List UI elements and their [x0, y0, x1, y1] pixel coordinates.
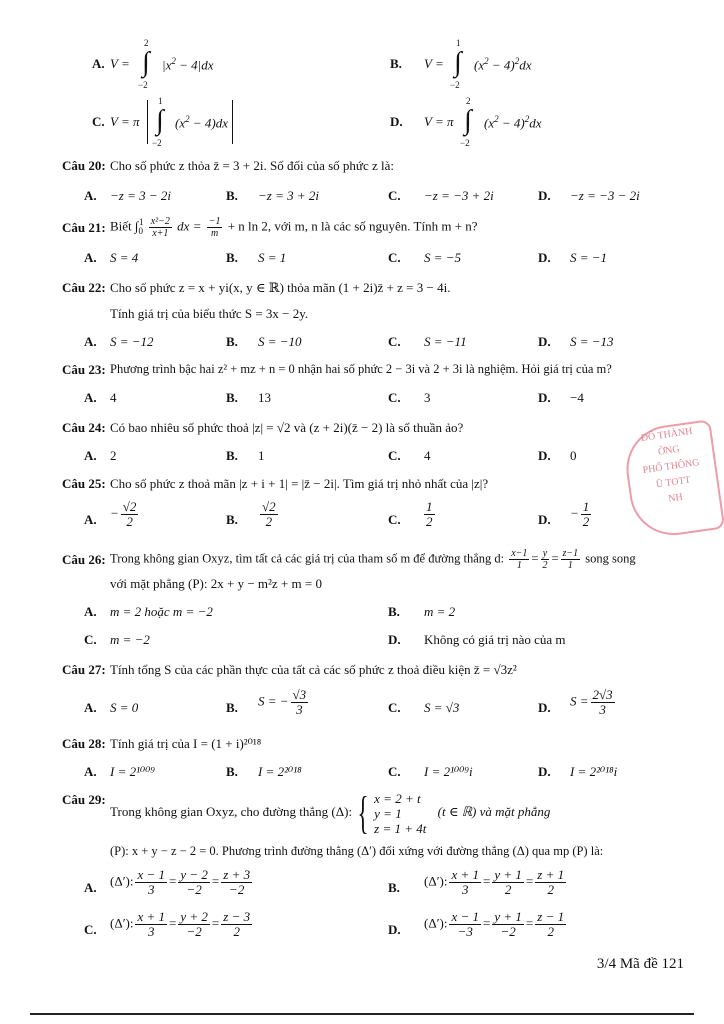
- question-21: [0, 216, 724, 246]
- page-footer: 3/4 Mã đề 121: [596, 956, 684, 972]
- question-number: Câu 24:: [62, 420, 106, 435]
- question-number: Câu 23:: [62, 362, 106, 377]
- integral-sign: 1 ∫ −2: [450, 38, 462, 90]
- abs-bar: [147, 100, 148, 144]
- question-number: Câu 20:: [62, 158, 106, 173]
- school-stamp: ĐÔ THÀNH ỜNG PHỔ THÔNG Ũ TOTT NH: [621, 419, 724, 540]
- question-22-options: A. S = −12 B. S = −10 C. S = −11 D. S = −13: [84, 334, 614, 349]
- integral-sign: 2 ∫ −2: [460, 96, 472, 148]
- question-23-options: A. 4 B. 13 C. 3 D. −4: [84, 390, 584, 405]
- question-number: Câu 25:: [62, 476, 106, 491]
- bottom-rule: [30, 1013, 694, 1015]
- question-22: [0, 280, 724, 306]
- question-22-line2: Tính giá trị của biểu thức S = 3x − 2y.: [110, 306, 309, 321]
- question-25-options: A. − $\frac{√2}{2}$ B. $\frac{√2}{2}$ C. $\frac{1}{2}$ D. − $\frac{1}{2}$: [84, 499, 590, 529]
- question-text: Có bao nhiêu số phức thoả |z| = √2 và (z + 2i)(z̄ − 2) là số thuần ảo?: [110, 420, 464, 435]
- option-label: B.: [390, 56, 402, 71]
- integral-sign: 1 ∫ −2: [152, 96, 164, 148]
- option-text: V =: [110, 56, 130, 71]
- question-29: [0, 787, 724, 840]
- question-20: [0, 158, 724, 184]
- question-text: Trong không gian Oxyz, cho đường thẳng (Δ): { x = 2 + t y = 1 z = 1 + 4t (t ∈ ℝ) và mặt phẳng: [110, 787, 551, 838]
- question-21-options: A. S = 4 B. S = 1 C. S = −5 D. S = −1: [84, 250, 608, 265]
- question-text: Tính tổng S của các phần thực của tất cả các số phức z thoả điều kiện z̄ = √3z²: [110, 662, 517, 677]
- q19-options-row2: C. V = π 1 ∫ −2 $(x^2 - 4)dx$ D. V = π 2 ∫ −2 $(x^2 - 4)^2dx$: [92, 96, 542, 148]
- q19-options-row1: A. V = 2 ∫ −2 $|x^2 - 4|dx$ B. V = 1 ∫ −2 $(x^2 - 4)^2dx$: [92, 38, 532, 90]
- option-label: C.: [92, 114, 105, 129]
- option-label: D.: [390, 114, 403, 129]
- question-29-options-row2: C. (Δ′): $\frac{x + 1}{3}$ = $\frac{y + 2}{-2}$ = $\frac{z - 3}{2}$ D. (Δ′): $\frac{x - 1}{-3}$ = $\frac{y + 1}{-2}$ = $\frac{z - 1}{2}$: [84, 909, 565, 939]
- question-20-options: A. −z = 3 − 2i B. −z = 3 + 2i C. −z = −3 + 2i D. −z = −3 − 2i: [84, 188, 640, 203]
- question-number: Câu 22:: [62, 280, 106, 295]
- question-26: [0, 548, 724, 578]
- question-text: Tính giá trị của I = (1 + i)²⁰¹⁸: [110, 736, 262, 751]
- option-label: A.: [92, 56, 105, 71]
- question-text: Phương trình bậc hai z² + mz + n = 0 nhận hai số phức 2 − 3i và 2 + 3i là nghiệm. Hỏi giá trị của m?: [110, 362, 612, 376]
- question-number: Câu 27:: [62, 662, 106, 677]
- question-number: Câu 28:: [62, 736, 106, 751]
- question-26-line2: với mặt phẳng (P): 2x + y − m²z + m = 0: [110, 576, 322, 591]
- question-text: Cho số phức z = x + yi(x, y ∈ ℝ) thỏa mãn (1 + 2i)z̄ + z = 3 − 4i.: [110, 280, 451, 295]
- question-text: Biết $\int_0^1$ $\frac{\text{x²−2}}{x+1}$ dx = $\frac{-1}{m}$ + n ln 2, với m, n là các số nguyên. Tính m + n?: [110, 216, 478, 239]
- question-number: Câu 29:: [62, 792, 106, 807]
- question-text: Trong không gian Oxyz, tìm tất cả các giá trị của tham số m để đường thẳng d: $\frac{x-1}{1}$ = $\frac{y}{2}$ = $\frac{z-1}{1}$ song song: [110, 548, 636, 571]
- question-28: [0, 736, 724, 762]
- question-number: Câu 26:: [62, 552, 106, 567]
- question-25: [0, 476, 724, 502]
- question-27-options: A. S = 0 B. S = − $\frac{√3}{3}$ C. S = √3 D. S = $\frac{2√3}{3}$: [84, 687, 613, 717]
- question-26-options-row2: C. m = −2 D. Không có giá trị nào của m: [84, 632, 566, 647]
- question-24: [0, 420, 724, 446]
- question-29-line2: (P): x + y − z − 2 = 0. Phương trình đường thẳng (Δ′) đối xứng với đường thẳng (Δ) qua mp (P) là:: [110, 844, 604, 858]
- question-29-options-row1: A. (Δ′): $\frac{x - 1}{3}$ = $\frac{y - 2}{-2}$ = $\frac{z + 3}{-2}$ B. (Δ′): $\frac{x + 1}{3}$ = $\frac{y + 1}{2}$ = $\frac{z + 1}{2}$: [84, 867, 565, 897]
- question-26-options-row1: A. m = 2 hoặc m = −2 B. m = 2: [84, 604, 456, 619]
- question-text: Cho số phức z thoả mãn |z + i + 1| = |z̄ − 2i|. Tìm giá trị nhỏ nhất của |z|?: [110, 476, 489, 491]
- question-27: [0, 662, 724, 688]
- question-24-options: A. 2 B. 1 C. 4 D. 0: [84, 448, 577, 463]
- question-number: Câu 21:: [62, 220, 106, 235]
- question-23: [0, 362, 724, 388]
- question-text: Cho số phức z thỏa z̄ = 3 + 2i. Số đối của số phức z là:: [110, 158, 395, 173]
- question-28-options: A. I = 2¹⁰⁰⁹ B. I = 2²⁰¹⁸ C. I = 2¹⁰⁰⁹i D. I = 2²⁰¹⁸i: [84, 764, 618, 779]
- abs-bar: [232, 100, 233, 144]
- integral-sign: 2 ∫ −2: [138, 38, 150, 90]
